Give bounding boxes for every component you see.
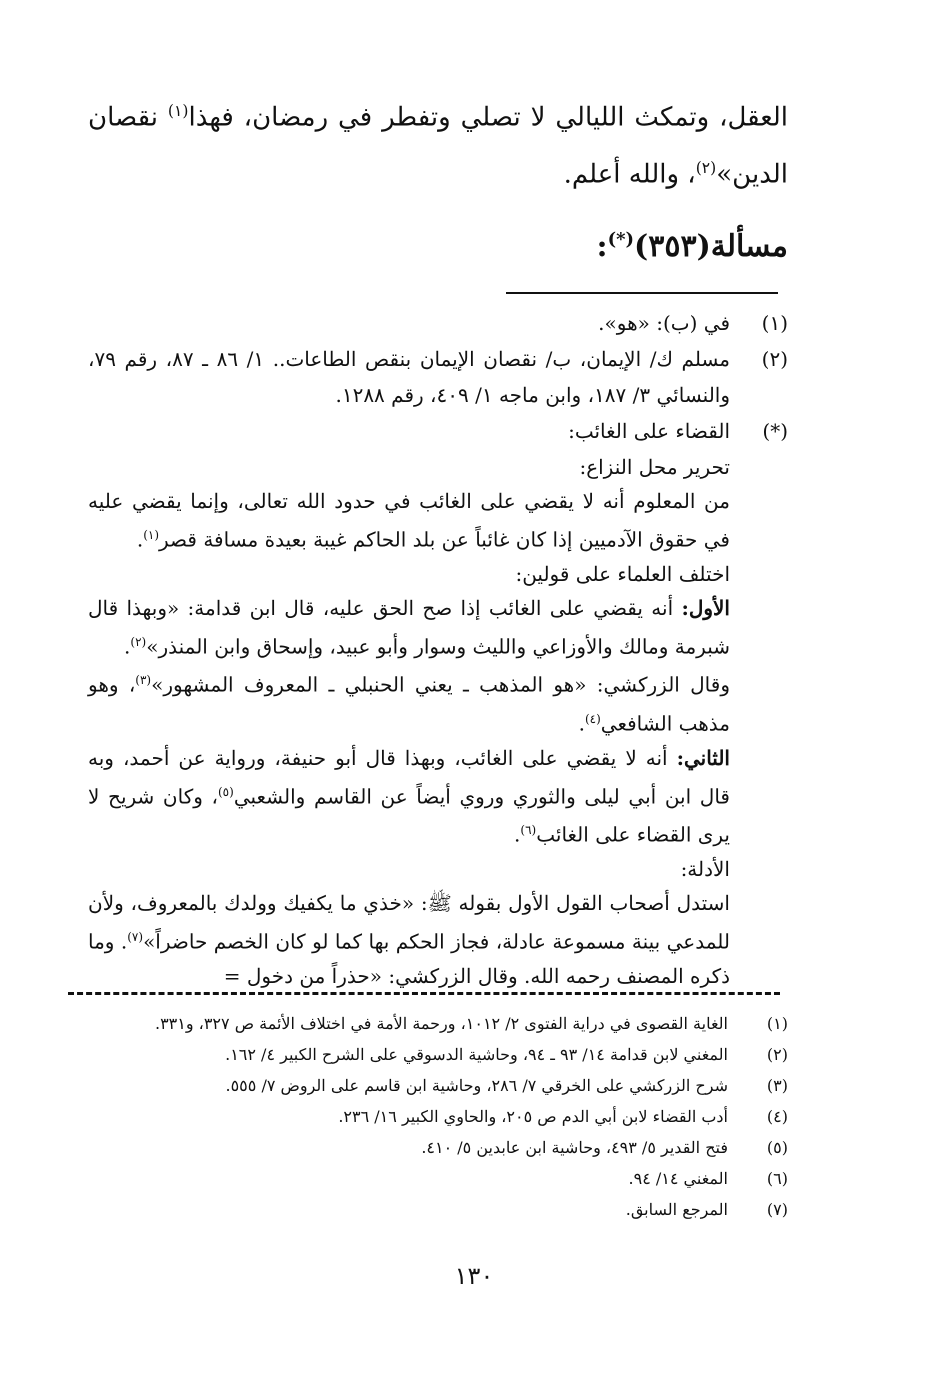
footnote-text: المغني ١٤/ ٩٤. [628,1169,728,1188]
opinion-label: الثاني: [676,745,730,770]
subheading: الأدلة: [680,856,730,881]
footnote-number: (١) [766,1014,788,1033]
paragraph-text: . [514,822,521,847]
footnote-text: المرجع السابق. [625,1200,728,1219]
footnotes-top [88,305,788,449]
main-line: العقل، وتمكث الليالي لا تصلي وتفطر في رمضان، فهذا [188,102,788,133]
paragraph-text: ، وهو مذهب الشافعي [88,672,730,736]
footnote-text: فتح القدير ٥/ ٤٩٣، وحاشية ابن عابدين ٥/ ٤١٠. [421,1138,728,1157]
footnote-item [88,1008,788,1039]
paragraph [88,741,730,852]
footnotes-bottom [88,1008,788,1225]
footnote-ref: (١) [167,102,189,120]
footnote-ref: (٦) [520,823,537,838]
issue-heading [88,218,788,269]
footnote-item [88,1194,788,1225]
footnote-text: القضاء على الغائب: [568,419,730,443]
subheading: اختلف العلماء على قولين: [515,561,730,586]
paragraph-text: . [578,711,585,736]
footnote-item [88,1070,788,1101]
subheading: تحرير محل النزاع: [579,455,730,479]
main-line: نقصان الدين» [88,102,788,190]
page-number: ١٣٠ [454,1262,494,1290]
heading-colon: : [596,229,608,264]
footnote-number: (٥) [766,1138,788,1157]
footnote-item [88,341,788,413]
footnote-text: أدب القضاء لابن أبي الدم ص ٢٠٥، والحاوي الكبير ١٦/ ٢٣٦. [338,1107,728,1126]
footnote-text: شرح الزركشي على الخرقي ٧/ ٢٨٦، وحاشية ابن قاسم على الروض ٧/ ٥٥٥. [225,1076,728,1095]
footnote-ref: (٢) [130,634,147,649]
paragraph-text: . وما ذكره المصنف رحمه الله. وقال الزركشي: «حذراً من دخول = [88,929,730,988]
commentary [88,450,730,993]
footnote-item [88,1101,788,1132]
paragraph-text: ، وكان شريح لا يرى القضاء على الغائب [88,784,730,847]
paragraph-text: أنه يقضي على الغائب إذا صح الحق عليه، قال ابن قدامة: «وبهذا قال شبرمة ومالك والأوزاعي والليث وسوار وأبو عبيد، وإسحاق وابن المنذر» [88,595,730,659]
footnote-text: الغاية القصوى في دراية الفتوى ٢/ ١٠١٢، ورحمة الأمة في اختلاف الأئمة ص ٣٢٧، و٣٣١. [154,1014,728,1033]
main-line: ، والله أعلم. [563,159,696,190]
footnote-item [88,1163,788,1194]
paragraph-text: استدل أصحاب القول الأول بقوله ﷺ: «خذي ما يكفيك وولدك بالمعروف، ولأن للمدعي بينة مسموعة عادلة، فجاز الحكم بها كما لو كان الخصم حاضراً» [88,890,730,954]
footnote-ref: (٧) [127,929,144,944]
footnote-number: (١) [761,311,788,335]
footnote-ref: (٥) [217,784,234,799]
footnote-text: مسلم ك/ الإيمان، ب/ نقصان الإيمان بنقص الطاعات.. ١/ ٨٦ ـ ٨٧، رقم ٧٩، والنسائي ٣/ ١٨٧، وابن ماجه ١/ ٤٠٩، رقم ١٢٨٨. [88,347,730,407]
paragraph [88,484,730,557]
paragraph [88,591,730,664]
footnote-text: في (ب): «هو». [598,311,730,335]
footnote-item [88,413,788,449]
footnote-item [88,305,788,341]
footnote-number: (٢) [766,1045,788,1064]
footnote-ref: (٤) [584,711,601,726]
footnote-item [88,1039,788,1070]
paragraph-text: من المعلوم أنه لا يقضي على الغائب في حدود الله تعالى، وإنما يقضي عليه في حقوق الآدميين إذا كان غائباً عن بلد الحاكم غيبة بعيدة مسافة قصر [88,489,730,552]
main-text [88,86,788,199]
footnote-ref: (*) [607,229,635,250]
paragraph-text: وقال الزركشي: «هو المذهب ـ يعني الحنبلي ـ المعروف المشهور» [151,672,730,697]
footnote-number: (٤) [766,1107,788,1126]
footnote-number: (٧) [766,1200,788,1219]
paragraph [88,663,730,740]
footnote-number: (٣) [766,1076,788,1095]
heading-text: مسألة(٣٥٣) [634,229,788,264]
footnote-number: (٦) [766,1169,788,1188]
footnote-number: (*) [762,419,788,443]
paragraph-text: . [136,527,144,552]
footnote-separator [506,292,778,294]
footnote-text: المغني لابن قدامة ١٤/ ٩٣ ـ ٩٤، وحاشية الدسوقي على الشرح الكبير ٤/ ١٦٢. [225,1045,728,1064]
footnote-ref: (٢) [695,158,717,177]
paragraph-text: . [124,634,131,659]
footnote-number: (٢) [761,347,788,371]
footnote-ref: (١) [143,528,160,542]
paragraph-text: أنه لا يقضي على الغائب، وبهذا قال أبو حنيفة، ورواية عن أحمد، وبه قال ابن أبي ليلى والثوري وروي أيضاً عن القاسم والشعبي [88,745,730,809]
paragraph [88,886,730,993]
footnote-separator-dashed [68,992,780,995]
opinion-label: الأول: [681,595,730,620]
footnote-item [88,1132,788,1163]
footnote-ref: (٣) [135,673,152,688]
